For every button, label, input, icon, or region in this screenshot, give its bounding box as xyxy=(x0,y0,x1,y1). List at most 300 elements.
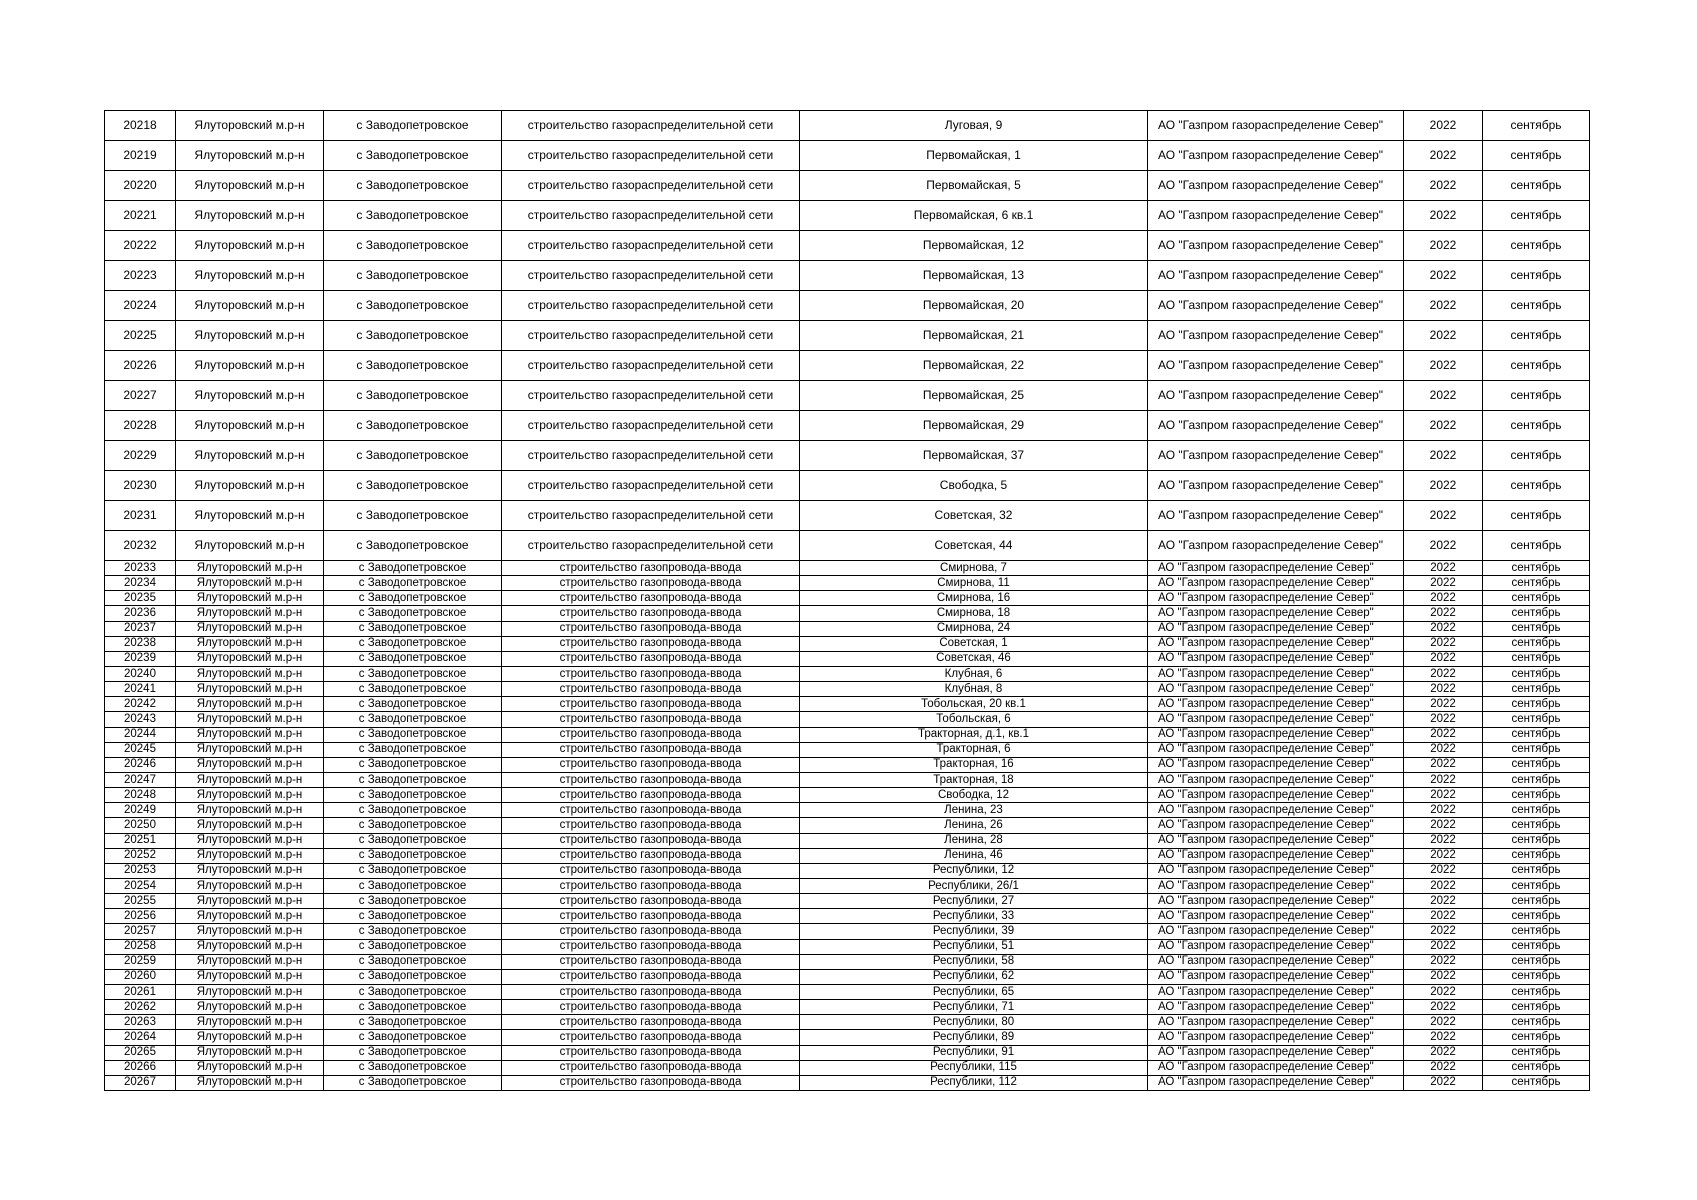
cell-organization: АО "Газпром газораспределение Север" xyxy=(1148,531,1404,561)
cell-work-type: строительство газораспределительной сети xyxy=(502,171,800,201)
cell-work-type: строительство газопровода-ввода xyxy=(502,984,800,999)
table-row xyxy=(105,924,1590,939)
cell-work-type: строительство газопровода-ввода xyxy=(502,1045,800,1060)
cell-year: 2022 xyxy=(1404,772,1483,787)
table-row xyxy=(105,1060,1590,1075)
cell-district: Ялуторовский м.р-н xyxy=(176,141,324,171)
table-row xyxy=(105,141,1590,171)
cell-id: 20245 xyxy=(105,742,176,757)
cell-month: сентябрь xyxy=(1483,848,1590,863)
cell-district: Ялуторовский м.р-н xyxy=(176,261,324,291)
table-row xyxy=(105,441,1590,471)
cell-organization: АО "Газпром газораспределение Север" xyxy=(1148,636,1404,651)
cell-id: 20260 xyxy=(105,969,176,984)
cell-work-type: строительство газораспределительной сети xyxy=(502,231,800,261)
cell-address: Свободка, 5 xyxy=(800,471,1148,501)
cell-village: с Заводопетровское xyxy=(324,682,502,697)
cell-year: 2022 xyxy=(1404,471,1483,501)
cell-year: 2022 xyxy=(1404,576,1483,591)
cell-work-type: строительство газопровода-ввода xyxy=(502,969,800,984)
cell-month: сентябрь xyxy=(1483,863,1590,878)
cell-district: Ялуторовский м.р-н xyxy=(176,291,324,321)
cell-id: 20247 xyxy=(105,772,176,787)
cell-month: сентябрь xyxy=(1483,666,1590,681)
cell-district: Ялуторовский м.р-н xyxy=(176,471,324,501)
cell-year: 2022 xyxy=(1404,591,1483,606)
table-row xyxy=(105,878,1590,893)
cell-year: 2022 xyxy=(1404,848,1483,863)
cell-work-type: строительство газопровода-ввода xyxy=(502,803,800,818)
cell-work-type: строительство газопровода-ввода xyxy=(502,863,800,878)
cell-id: 20263 xyxy=(105,1015,176,1030)
cell-organization: АО "Газпром газораспределение Север" xyxy=(1148,939,1404,954)
cell-district: Ялуторовский м.р-н xyxy=(176,682,324,697)
cell-month: сентябрь xyxy=(1483,939,1590,954)
cell-year: 2022 xyxy=(1404,1030,1483,1045)
cell-work-type: строительство газопровода-ввода xyxy=(502,939,800,954)
cell-organization: АО "Газпром газораспределение Север" xyxy=(1148,803,1404,818)
cell-id: 20221 xyxy=(105,201,176,231)
cell-district: Ялуторовский м.р-н xyxy=(176,1060,324,1075)
cell-address: Советская, 32 xyxy=(800,501,1148,531)
cell-work-type: строительство газопровода-ввода xyxy=(502,591,800,606)
cell-village: с Заводопетровское xyxy=(324,1030,502,1045)
cell-district: Ялуторовский м.р-н xyxy=(176,591,324,606)
cell-year: 2022 xyxy=(1404,954,1483,969)
cell-address: Первомайская, 6 кв.1 xyxy=(800,201,1148,231)
cell-month: сентябрь xyxy=(1483,621,1590,636)
cell-address: Тракторная, 16 xyxy=(800,757,1148,772)
cell-organization: АО "Газпром газораспределение Север" xyxy=(1148,742,1404,757)
cell-village: с Заводопетровское xyxy=(324,141,502,171)
cell-district: Ялуторовский м.р-н xyxy=(176,727,324,742)
cell-year: 2022 xyxy=(1404,1045,1483,1060)
table-row xyxy=(105,576,1590,591)
cell-district: Ялуторовский м.р-н xyxy=(176,969,324,984)
cell-year: 2022 xyxy=(1404,682,1483,697)
cell-village: с Заводопетровское xyxy=(324,833,502,848)
cell-work-type: строительство газопровода-ввода xyxy=(502,1000,800,1015)
cell-month: сентябрь xyxy=(1483,833,1590,848)
cell-district: Ялуторовский м.р-н xyxy=(176,1030,324,1045)
cell-month: сентябрь xyxy=(1483,742,1590,757)
cell-year: 2022 xyxy=(1404,651,1483,666)
cell-year: 2022 xyxy=(1404,1015,1483,1030)
cell-year: 2022 xyxy=(1404,381,1483,411)
cell-address: Первомайская, 20 xyxy=(800,291,1148,321)
cell-work-type: строительство газораспределительной сети xyxy=(502,381,800,411)
cell-village: с Заводопетровское xyxy=(324,441,502,471)
cell-address: Первомайская, 1 xyxy=(800,141,1148,171)
cell-work-type: строительство газопровода-ввода xyxy=(502,561,800,576)
table-row xyxy=(105,351,1590,381)
cell-address: Республики, 62 xyxy=(800,969,1148,984)
cell-organization: АО "Газпром газораспределение Север" xyxy=(1148,863,1404,878)
cell-village: с Заводопетровское xyxy=(324,894,502,909)
cell-month: сентябрь xyxy=(1483,803,1590,818)
cell-id: 20223 xyxy=(105,261,176,291)
cell-work-type: строительство газопровода-ввода xyxy=(502,742,800,757)
cell-work-type: строительство газопровода-ввода xyxy=(502,909,800,924)
cell-district: Ялуторовский м.р-н xyxy=(176,848,324,863)
cell-work-type: строительство газопровода-ввода xyxy=(502,682,800,697)
cell-id: 20219 xyxy=(105,141,176,171)
cell-organization: АО "Газпром газораспределение Север" xyxy=(1148,712,1404,727)
cell-organization: АО "Газпром газораспределение Север" xyxy=(1148,111,1404,141)
cell-village: с Заводопетровское xyxy=(324,788,502,803)
cell-organization: АО "Газпром газораспределение Север" xyxy=(1148,727,1404,742)
cell-month: сентябрь xyxy=(1483,757,1590,772)
table-row xyxy=(105,1045,1590,1060)
cell-year: 2022 xyxy=(1404,111,1483,141)
table-row xyxy=(105,471,1590,501)
cell-id: 20267 xyxy=(105,1075,176,1090)
cell-village: с Заводопетровское xyxy=(324,666,502,681)
cell-organization: АО "Газпром газораспределение Север" xyxy=(1148,909,1404,924)
cell-year: 2022 xyxy=(1404,411,1483,441)
cell-work-type: строительство газопровода-ввода xyxy=(502,818,800,833)
cell-id: 20257 xyxy=(105,924,176,939)
cell-organization: АО "Газпром газораспределение Север" xyxy=(1148,501,1404,531)
cell-organization: АО "Газпром газораспределение Север" xyxy=(1148,591,1404,606)
table-row xyxy=(105,712,1590,727)
cell-district: Ялуторовский м.р-н xyxy=(176,803,324,818)
cell-address: Ленина, 46 xyxy=(800,848,1148,863)
cell-work-type: строительство газораспределительной сети xyxy=(502,411,800,441)
cell-id: 20239 xyxy=(105,651,176,666)
cell-id: 20252 xyxy=(105,848,176,863)
cell-address: Первомайская, 22 xyxy=(800,351,1148,381)
cell-id: 20259 xyxy=(105,954,176,969)
cell-village: с Заводопетровское xyxy=(324,969,502,984)
cell-organization: АО "Газпром газораспределение Север" xyxy=(1148,1000,1404,1015)
cell-address: Первомайская, 5 xyxy=(800,171,1148,201)
cell-month: сентябрь xyxy=(1483,1075,1590,1090)
cell-district: Ялуторовский м.р-н xyxy=(176,833,324,848)
cell-work-type: строительство газораспределительной сети xyxy=(502,111,800,141)
table-row xyxy=(105,803,1590,818)
cell-year: 2022 xyxy=(1404,909,1483,924)
table-row xyxy=(105,666,1590,681)
table-row xyxy=(105,682,1590,697)
cell-year: 2022 xyxy=(1404,531,1483,561)
cell-year: 2022 xyxy=(1404,261,1483,291)
table-row xyxy=(105,291,1590,321)
cell-id: 20254 xyxy=(105,878,176,893)
table-row xyxy=(105,697,1590,712)
cell-village: с Заводопетровское xyxy=(324,261,502,291)
cell-id: 20222 xyxy=(105,231,176,261)
cell-month: сентябрь xyxy=(1483,606,1590,621)
cell-organization: АО "Газпром газораспределение Север" xyxy=(1148,697,1404,712)
cell-district: Ялуторовский м.р-н xyxy=(176,772,324,787)
cell-village: с Заводопетровское xyxy=(324,561,502,576)
cell-work-type: строительство газораспределительной сети xyxy=(502,261,800,291)
cell-work-type: строительство газопровода-ввода xyxy=(502,697,800,712)
cell-year: 2022 xyxy=(1404,833,1483,848)
cell-work-type: строительство газопровода-ввода xyxy=(502,878,800,893)
cell-organization: АО "Газпром газораспределение Север" xyxy=(1148,321,1404,351)
cell-organization: АО "Газпром газораспределение Север" xyxy=(1148,1030,1404,1045)
cell-address: Республики, 112 xyxy=(800,1075,1148,1090)
cell-month: сентябрь xyxy=(1483,531,1590,561)
cell-work-type: строительство газопровода-ввода xyxy=(502,636,800,651)
cell-organization: АО "Газпром газораспределение Север" xyxy=(1148,788,1404,803)
cell-village: с Заводопетровское xyxy=(324,848,502,863)
table-row xyxy=(105,909,1590,924)
cell-work-type: строительство газопровода-ввода xyxy=(502,848,800,863)
cell-village: с Заводопетровское xyxy=(324,712,502,727)
cell-address: Тракторная, 18 xyxy=(800,772,1148,787)
cell-district: Ялуторовский м.р-н xyxy=(176,924,324,939)
cell-month: сентябрь xyxy=(1483,651,1590,666)
cell-month: сентябрь xyxy=(1483,141,1590,171)
cell-month: сентябрь xyxy=(1483,636,1590,651)
cell-address: Ленина, 28 xyxy=(800,833,1148,848)
cell-address: Первомайская, 25 xyxy=(800,381,1148,411)
cell-month: сентябрь xyxy=(1483,909,1590,924)
cell-month: сентябрь xyxy=(1483,1000,1590,1015)
table-row xyxy=(105,742,1590,757)
cell-id: 20253 xyxy=(105,863,176,878)
cell-organization: АО "Газпром газораспределение Север" xyxy=(1148,621,1404,636)
cell-district: Ялуторовский м.р-н xyxy=(176,939,324,954)
cell-organization: АО "Газпром газораспределение Север" xyxy=(1148,666,1404,681)
cell-id: 20261 xyxy=(105,984,176,999)
cell-month: сентябрь xyxy=(1483,471,1590,501)
table-row xyxy=(105,411,1590,441)
cell-district: Ялуторовский м.р-н xyxy=(176,757,324,772)
cell-year: 2022 xyxy=(1404,818,1483,833)
cell-work-type: строительство газораспределительной сети xyxy=(502,501,800,531)
cell-district: Ялуторовский м.р-н xyxy=(176,231,324,261)
cell-address: Клубная, 8 xyxy=(800,682,1148,697)
cell-district: Ялуторовский м.р-н xyxy=(176,909,324,924)
cell-organization: АО "Газпром газораспределение Север" xyxy=(1148,1015,1404,1030)
cell-work-type: строительство газопровода-ввода xyxy=(502,1030,800,1045)
cell-village: с Заводопетровское xyxy=(324,878,502,893)
cell-work-type: строительство газопровода-ввода xyxy=(502,833,800,848)
table-row xyxy=(105,381,1590,411)
cell-district: Ялуторовский м.р-н xyxy=(176,171,324,201)
cell-work-type: строительство газораспределительной сети xyxy=(502,201,800,231)
cell-id: 20249 xyxy=(105,803,176,818)
cell-district: Ялуторовский м.р-н xyxy=(176,561,324,576)
cell-id: 20230 xyxy=(105,471,176,501)
cell-district: Ялуторовский м.р-н xyxy=(176,441,324,471)
table-row xyxy=(105,954,1590,969)
cell-month: сентябрь xyxy=(1483,261,1590,291)
cell-village: с Заводопетровское xyxy=(324,1015,502,1030)
cell-id: 20241 xyxy=(105,682,176,697)
cell-year: 2022 xyxy=(1404,171,1483,201)
cell-organization: АО "Газпром газораспределение Север" xyxy=(1148,561,1404,576)
cell-year: 2022 xyxy=(1404,939,1483,954)
cell-id: 20238 xyxy=(105,636,176,651)
cell-work-type: строительство газопровода-ввода xyxy=(502,666,800,681)
cell-address: Смирнова, 16 xyxy=(800,591,1148,606)
cell-address: Смирнова, 24 xyxy=(800,621,1148,636)
cell-id: 20232 xyxy=(105,531,176,561)
cell-id: 20234 xyxy=(105,576,176,591)
cell-address: Республики, 80 xyxy=(800,1015,1148,1030)
cell-year: 2022 xyxy=(1404,924,1483,939)
cell-organization: АО "Газпром газораспределение Север" xyxy=(1148,1075,1404,1090)
table-row xyxy=(105,984,1590,999)
table-row xyxy=(105,621,1590,636)
table-row xyxy=(105,863,1590,878)
cell-work-type: строительство газопровода-ввода xyxy=(502,727,800,742)
cell-village: с Заводопетровское xyxy=(324,471,502,501)
cell-year: 2022 xyxy=(1404,1060,1483,1075)
cell-address: Республики, 91 xyxy=(800,1045,1148,1060)
cell-work-type: строительство газораспределительной сети xyxy=(502,291,800,321)
cell-month: сентябрь xyxy=(1483,924,1590,939)
cell-address: Первомайская, 21 xyxy=(800,321,1148,351)
cell-work-type: строительство газопровода-ввода xyxy=(502,954,800,969)
cell-organization: АО "Газпром газораспределение Север" xyxy=(1148,848,1404,863)
cell-village: с Заводопетровское xyxy=(324,231,502,261)
cell-district: Ялуторовский м.р-н xyxy=(176,606,324,621)
cell-year: 2022 xyxy=(1404,803,1483,818)
cell-address: Республики, 39 xyxy=(800,924,1148,939)
cell-id: 20248 xyxy=(105,788,176,803)
cell-id: 20236 xyxy=(105,606,176,621)
cell-village: с Заводопетровское xyxy=(324,818,502,833)
cell-organization: АО "Газпром газораспределение Север" xyxy=(1148,606,1404,621)
cell-organization: АО "Газпром газораспределение Север" xyxy=(1148,141,1404,171)
cell-work-type: строительство газопровода-ввода xyxy=(502,1075,800,1090)
cell-month: сентябрь xyxy=(1483,1030,1590,1045)
table-row xyxy=(105,727,1590,742)
cell-address: Клубная, 6 xyxy=(800,666,1148,681)
table-row xyxy=(105,591,1590,606)
cell-address: Ленина, 26 xyxy=(800,818,1148,833)
cell-month: сентябрь xyxy=(1483,111,1590,141)
cell-year: 2022 xyxy=(1404,636,1483,651)
cell-month: сентябрь xyxy=(1483,1015,1590,1030)
cell-month: сентябрь xyxy=(1483,231,1590,261)
cell-organization: АО "Газпром газораспределение Север" xyxy=(1148,924,1404,939)
table-row xyxy=(105,201,1590,231)
cell-id: 20265 xyxy=(105,1045,176,1060)
table-row xyxy=(105,261,1590,291)
cell-id: 20227 xyxy=(105,381,176,411)
table-row xyxy=(105,321,1590,351)
cell-district: Ялуторовский м.р-н xyxy=(176,411,324,441)
cell-year: 2022 xyxy=(1404,984,1483,999)
cell-month: сентябрь xyxy=(1483,894,1590,909)
cell-year: 2022 xyxy=(1404,321,1483,351)
cell-month: сентябрь xyxy=(1483,501,1590,531)
cell-village: с Заводопетровское xyxy=(324,531,502,561)
cell-id: 20240 xyxy=(105,666,176,681)
cell-month: сентябрь xyxy=(1483,878,1590,893)
cell-organization: АО "Газпром газораспределение Север" xyxy=(1148,381,1404,411)
cell-month: сентябрь xyxy=(1483,171,1590,201)
cell-village: с Заводопетровское xyxy=(324,984,502,999)
cell-village: с Заводопетровское xyxy=(324,201,502,231)
cell-district: Ялуторовский м.р-н xyxy=(176,818,324,833)
cell-district: Ялуторовский м.р-н xyxy=(176,878,324,893)
table-row xyxy=(105,757,1590,772)
cell-address: Тобольская, 20 кв.1 xyxy=(800,697,1148,712)
gasification-table xyxy=(104,110,1590,1091)
cell-id: 20220 xyxy=(105,171,176,201)
cell-work-type: строительство газораспределительной сети xyxy=(502,141,800,171)
cell-address: Первомайская, 12 xyxy=(800,231,1148,261)
cell-work-type: строительство газораспределительной сети xyxy=(502,531,800,561)
cell-organization: АО "Газпром газораспределение Север" xyxy=(1148,471,1404,501)
table-row xyxy=(105,848,1590,863)
cell-address: Республики, 26/1 xyxy=(800,878,1148,893)
cell-year: 2022 xyxy=(1404,727,1483,742)
cell-work-type: строительство газораспределительной сети xyxy=(502,441,800,471)
cell-village: с Заводопетровское xyxy=(324,742,502,757)
cell-village: с Заводопетровское xyxy=(324,772,502,787)
cell-month: сентябрь xyxy=(1483,576,1590,591)
cell-district: Ялуторовский м.р-н xyxy=(176,621,324,636)
cell-month: сентябрь xyxy=(1483,788,1590,803)
cell-month: сентябрь xyxy=(1483,1060,1590,1075)
table-body xyxy=(105,111,1590,1091)
cell-work-type: строительство газопровода-ввода xyxy=(502,757,800,772)
cell-work-type: строительство газопровода-ввода xyxy=(502,651,800,666)
cell-address: Ленина, 23 xyxy=(800,803,1148,818)
cell-organization: АО "Газпром газораспределение Север" xyxy=(1148,351,1404,381)
cell-village: с Заводопетровское xyxy=(324,1060,502,1075)
cell-district: Ялуторовский м.р-н xyxy=(176,201,324,231)
cell-id: 20228 xyxy=(105,411,176,441)
cell-year: 2022 xyxy=(1404,788,1483,803)
cell-month: сентябрь xyxy=(1483,772,1590,787)
cell-district: Ялуторовский м.р-н xyxy=(176,954,324,969)
cell-district: Ялуторовский м.р-н xyxy=(176,697,324,712)
cell-district: Ялуторовский м.р-н xyxy=(176,788,324,803)
cell-district: Ялуторовский м.р-н xyxy=(176,636,324,651)
cell-year: 2022 xyxy=(1404,1075,1483,1090)
cell-id: 20255 xyxy=(105,894,176,909)
cell-village: с Заводопетровское xyxy=(324,1045,502,1060)
cell-month: сентябрь xyxy=(1483,561,1590,576)
cell-district: Ялуторовский м.р-н xyxy=(176,712,324,727)
cell-year: 2022 xyxy=(1404,969,1483,984)
cell-month: сентябрь xyxy=(1483,984,1590,999)
cell-month: сентябрь xyxy=(1483,291,1590,321)
cell-village: с Заводопетровское xyxy=(324,757,502,772)
table-row xyxy=(105,969,1590,984)
cell-id: 20246 xyxy=(105,757,176,772)
table-row xyxy=(105,111,1590,141)
table-row xyxy=(105,1030,1590,1045)
cell-month: сентябрь xyxy=(1483,591,1590,606)
cell-address: Республики, 12 xyxy=(800,863,1148,878)
cell-district: Ялуторовский м.р-н xyxy=(176,1045,324,1060)
cell-address: Первомайская, 29 xyxy=(800,411,1148,441)
cell-village: с Заводопетровское xyxy=(324,576,502,591)
cell-work-type: строительство газопровода-ввода xyxy=(502,712,800,727)
cell-year: 2022 xyxy=(1404,141,1483,171)
cell-organization: АО "Газпром газораспределение Север" xyxy=(1148,1060,1404,1075)
cell-month: сентябрь xyxy=(1483,954,1590,969)
cell-district: Ялуторовский м.р-н xyxy=(176,1015,324,1030)
cell-village: с Заводопетровское xyxy=(324,954,502,969)
cell-organization: АО "Газпром газораспределение Север" xyxy=(1148,954,1404,969)
table-row xyxy=(105,894,1590,909)
cell-village: с Заводопетровское xyxy=(324,351,502,381)
cell-id: 20231 xyxy=(105,501,176,531)
cell-organization: АО "Газпром газораспределение Север" xyxy=(1148,171,1404,201)
